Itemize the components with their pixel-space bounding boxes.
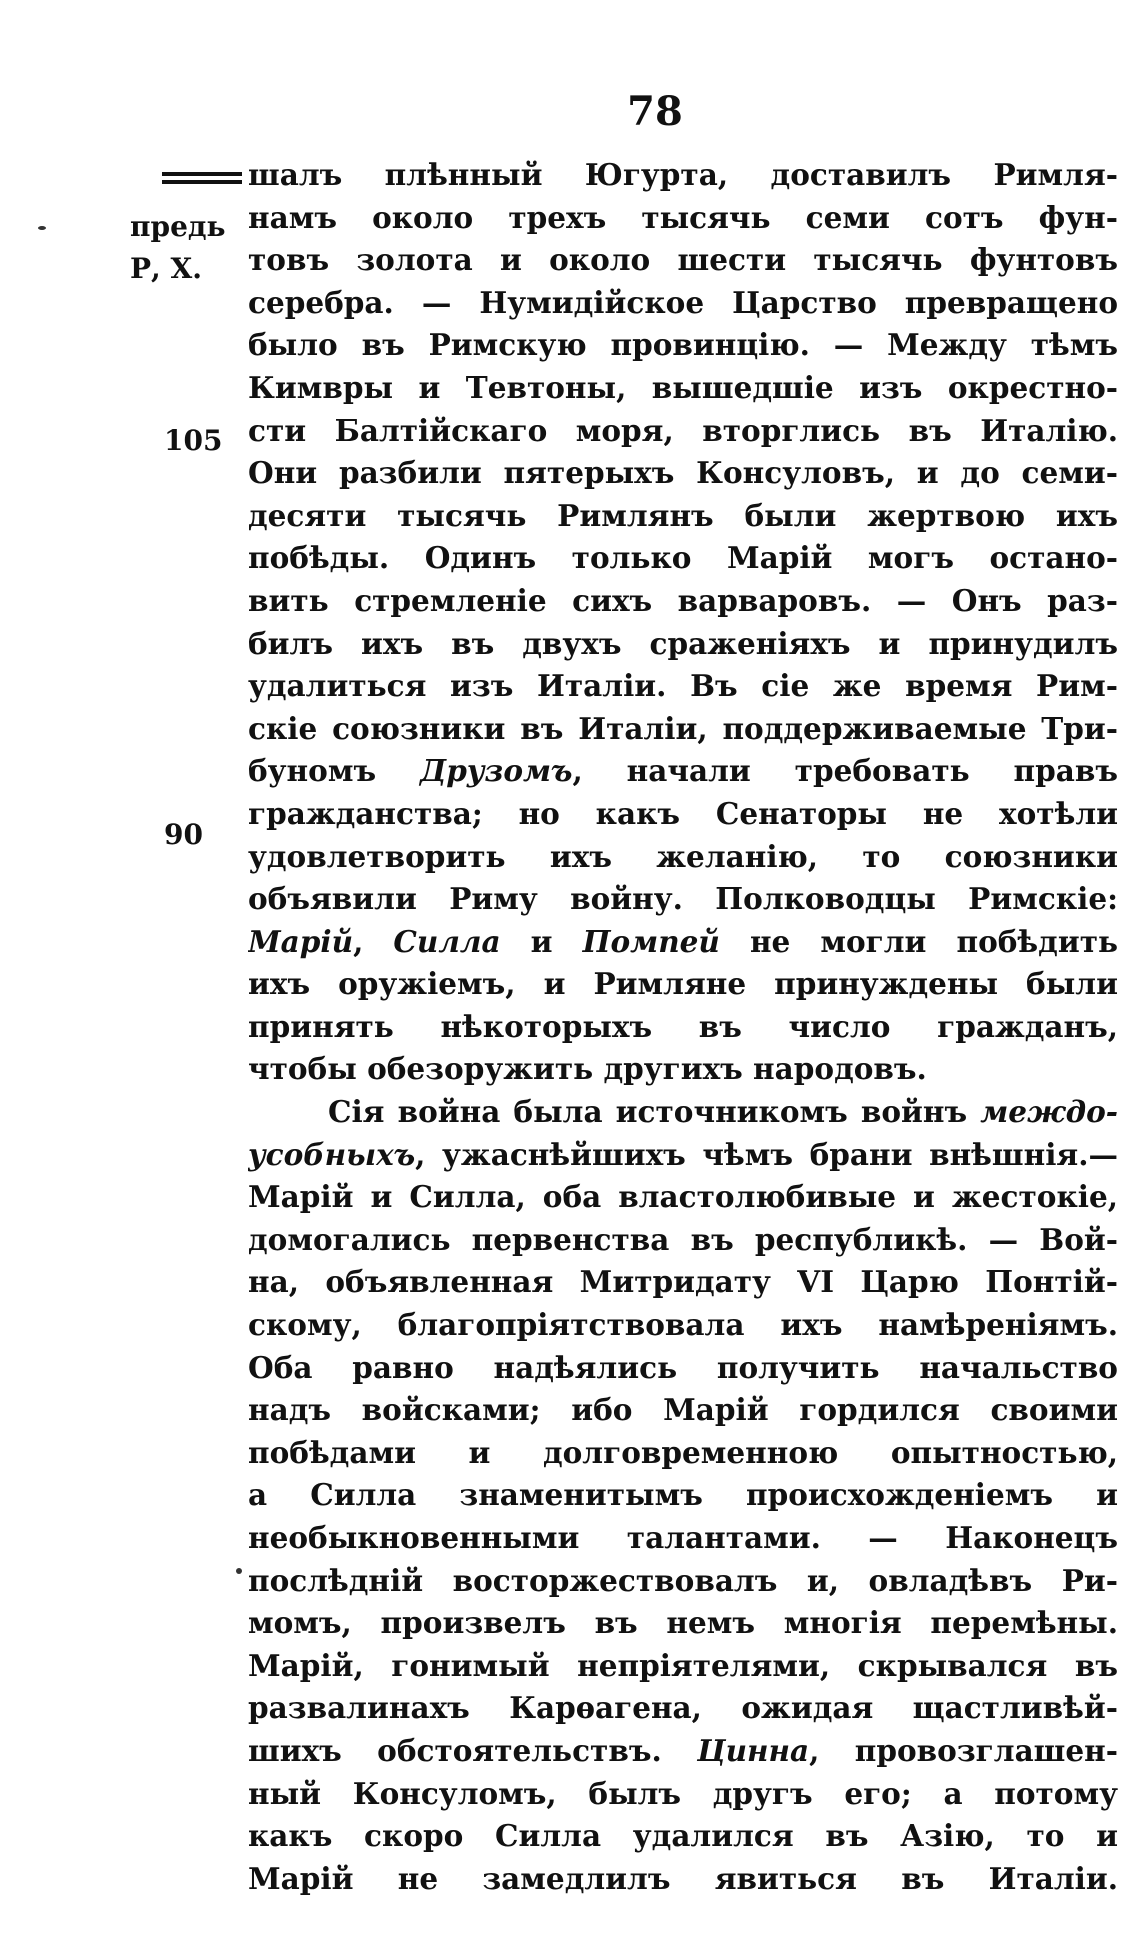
text-line: необыкновенными талантами. — Наконецъ [248, 1520, 1118, 1555]
text-line: Марій и Силла, оба властолюбивые и жестокіе, [248, 1179, 1118, 1215]
margin-year-105: 105 [164, 424, 223, 457]
text-line: десяти тысячь Римлянъ были жертвою ихъ [248, 497, 1118, 533]
text-line: принять нѣкоторыхъ въ число гражданъ, [248, 1008, 1118, 1044]
text-line: усобныхъ, ужаснѣйшихъ чѣмъ брани внѣшнія.— [248, 1136, 1118, 1172]
text-line: домогались первенства въ республикѣ. — Вой- [248, 1221, 1118, 1257]
text-line: Оба равно надѣялись получить начальство [248, 1349, 1118, 1385]
margin-year-90: 90 [164, 818, 203, 851]
text-line: ихъ оружіемъ, и Римляне принуждены были [248, 966, 1118, 1002]
text-line: буномъ Друзомъ, начали требовать правъ [248, 753, 1118, 789]
text-line: намъ около трехъ тысячь семи сотъ фун- [248, 199, 1118, 235]
text-line: вить стремленіе сихъ варваровъ. — Онъ раз- [248, 582, 1118, 618]
ink-speck [38, 226, 46, 230]
text-line: товъ золота и около шести тысячь фунтовъ [248, 242, 1118, 278]
text-line: Марій, Силла и Помпей не могли побѣдить [248, 923, 1118, 959]
text-line: надъ войсками; ибо Марій гордился своими [248, 1392, 1118, 1428]
margin-year-label-line2: Р, Х. [130, 252, 203, 285]
text-line: на, объявленная Митридату VI Царю Понтій- [248, 1264, 1118, 1300]
text-line: скіе союзники въ Италіи, поддерживаемые Три- [248, 710, 1118, 746]
page-number: 78 [627, 88, 683, 135]
text-line: объявили Риму войну. Полководцы Римскіе: [248, 881, 1118, 917]
body-text [248, 154, 1118, 1900]
text-line: какъ скоро Силла удалился въ Азію, то и [248, 1818, 1118, 1854]
text-line: удалиться изъ Италіи. Въ сіе же время Рим- [248, 668, 1118, 704]
text-line: ный Консуломъ, былъ другъ его; а потому [248, 1775, 1118, 1811]
text-line: сти Балтійскаго моря, вторглись въ Италію. [248, 412, 1118, 448]
text-line: побѣды. Одинъ только Марій могъ остано- [248, 540, 1118, 576]
text-line: гражданства; но какъ Сенаторы не хотѣли [248, 795, 1118, 831]
text-line: удовлетворить ихъ желанію, то союзники [248, 838, 1118, 874]
text-line: скому, благопріятствовала ихъ намѣреніямъ. [248, 1307, 1118, 1343]
text-line: Кимвры и Тевтоны, вышедшіе изъ окрестно- [248, 369, 1118, 405]
text-line: билъ ихъ въ двухъ сраженіяхъ и принудилъ [248, 625, 1118, 661]
text-line: Сія война была источникомъ войнъ междо- [328, 1094, 1118, 1130]
text-line: Марій, гонимый непріятелями, скрывался въ [248, 1647, 1118, 1683]
ink-speck [236, 1568, 242, 1574]
text-line: побѣдами и долговременною опытностью, [248, 1434, 1118, 1470]
text-line: чтобы обезоружить другихъ народовъ. [248, 1051, 927, 1087]
text-line: серебра. — Нумидійское Царство превращено [248, 284, 1118, 320]
margin-year-label-line1: предь [130, 210, 226, 243]
text-line: а Силла знаменитымъ происхожденіемъ и [248, 1477, 1118, 1513]
text-line: шалъ плѣнный Югурта, доставилъ Римля- [248, 157, 1118, 192]
text-line: было въ Римскую провинцію. — Между тѣмъ [248, 327, 1118, 363]
text-line: момъ, произвелъ въ немъ многія перемѣны. [248, 1605, 1118, 1641]
text-line: шихъ обстоятельствъ. Цинна, провозглашен- [248, 1732, 1118, 1768]
text-line: Марій не замедлилъ явиться въ Италіи. [248, 1860, 1118, 1896]
margin-dash-mark [162, 172, 242, 184]
text-line: Они разбили пятерыхъ Консуловъ, и до семи- [248, 455, 1118, 491]
text-line: развалинахъ Карѳагена, ожидая щастливѣй- [248, 1690, 1118, 1726]
text-line: послѣдній восторжествовалъ и, овладѣвъ Ри- [248, 1562, 1118, 1598]
